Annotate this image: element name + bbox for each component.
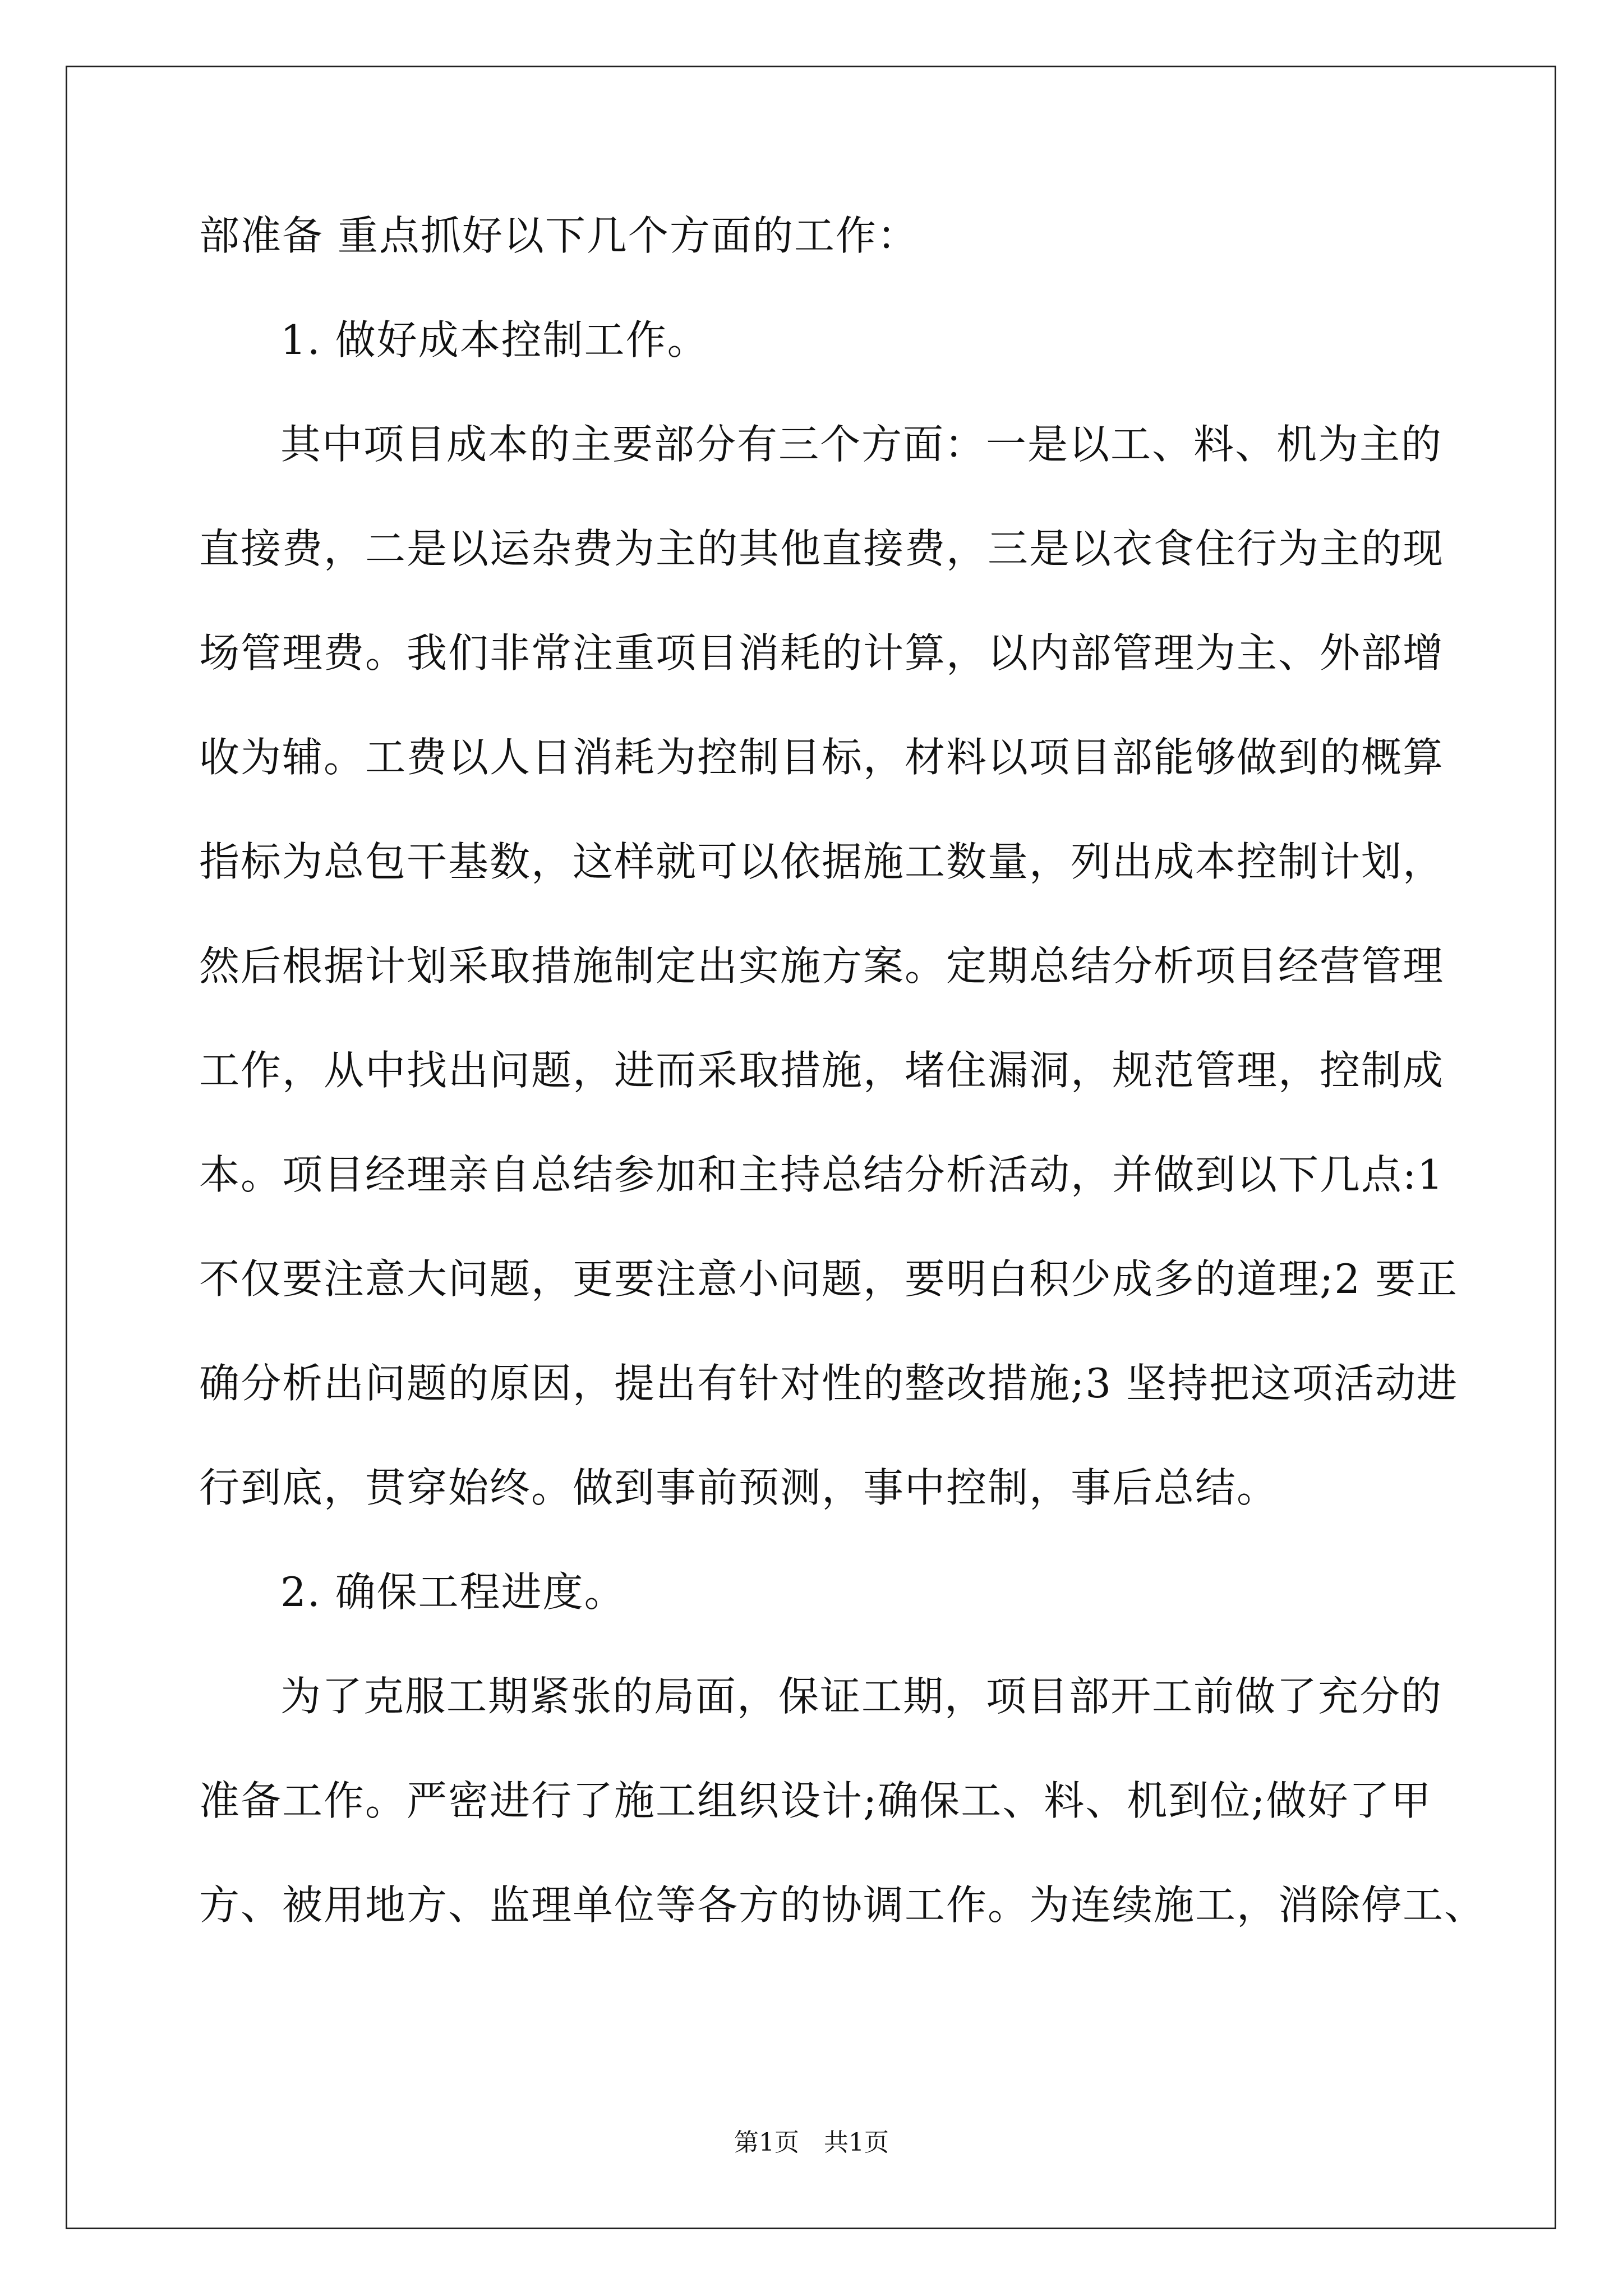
text-line: 指标为总包干基数，这样就可以依据施工数量，列出成本控制计划，: [199, 838, 1445, 885]
text-line: 行到底，贯穿始终。做到事前预测，事中控制，事后总结。: [199, 1464, 1279, 1511]
text-line: 部准备 重点抓好以下几个方面的工作：: [199, 212, 919, 259]
text-line: 收为辅。工费以人日消耗为控制目标，材料以项目部能够做到的概算: [199, 734, 1445, 781]
text-line: 场管理费。我们非常注重项目消耗的计算，以内部管理为主、外部增: [199, 629, 1445, 677]
text-line: 工作，从中找出问题，进而采取措施，堵住漏洞，规范管理，控制成: [199, 1047, 1445, 1094]
text-line: 本。项目经理亲自总结参加和主持总结分析活动，并做到以下几点:1: [199, 1151, 1445, 1198]
text-line: 方、被用地方、监理单位等各方的协调工作。为连续施工，消除停工、: [199, 1881, 1486, 1929]
text-line: 为了克服工期紧张的局面，保证工期，项目部开工前做了充分的: [280, 1673, 1443, 1720]
text-line: 然后根据计划采取措施制定出实施方案。定期总结分析项目经营管理: [199, 942, 1445, 990]
text-line: 不仅要注意大问题，更要注意小问题，要明白积少成多的道理;2 要正: [199, 1255, 1458, 1303]
text-line: 直接费，二是以运杂费为主的其他直接费，三是以衣食住行为主的现: [199, 525, 1445, 572]
page-footer: 第1页 共1页: [734, 2128, 889, 2157]
text-line: 确分析出问题的原因，提出有针对性的整改措施;3 坚持把这项活动进: [199, 1360, 1458, 1407]
heading-schedule: 2. 确保工程进度。: [280, 1568, 626, 1616]
text-line: 其中项目成本的主要部分有三个方面：一是以工、料、机为主的: [280, 421, 1443, 468]
heading-cost-control: 1. 做好成本控制工作。: [280, 316, 709, 364]
text-line: 准备工作。严密进行了施工组织设计;确保工、料、机到位;做好了甲: [199, 1777, 1432, 1824]
